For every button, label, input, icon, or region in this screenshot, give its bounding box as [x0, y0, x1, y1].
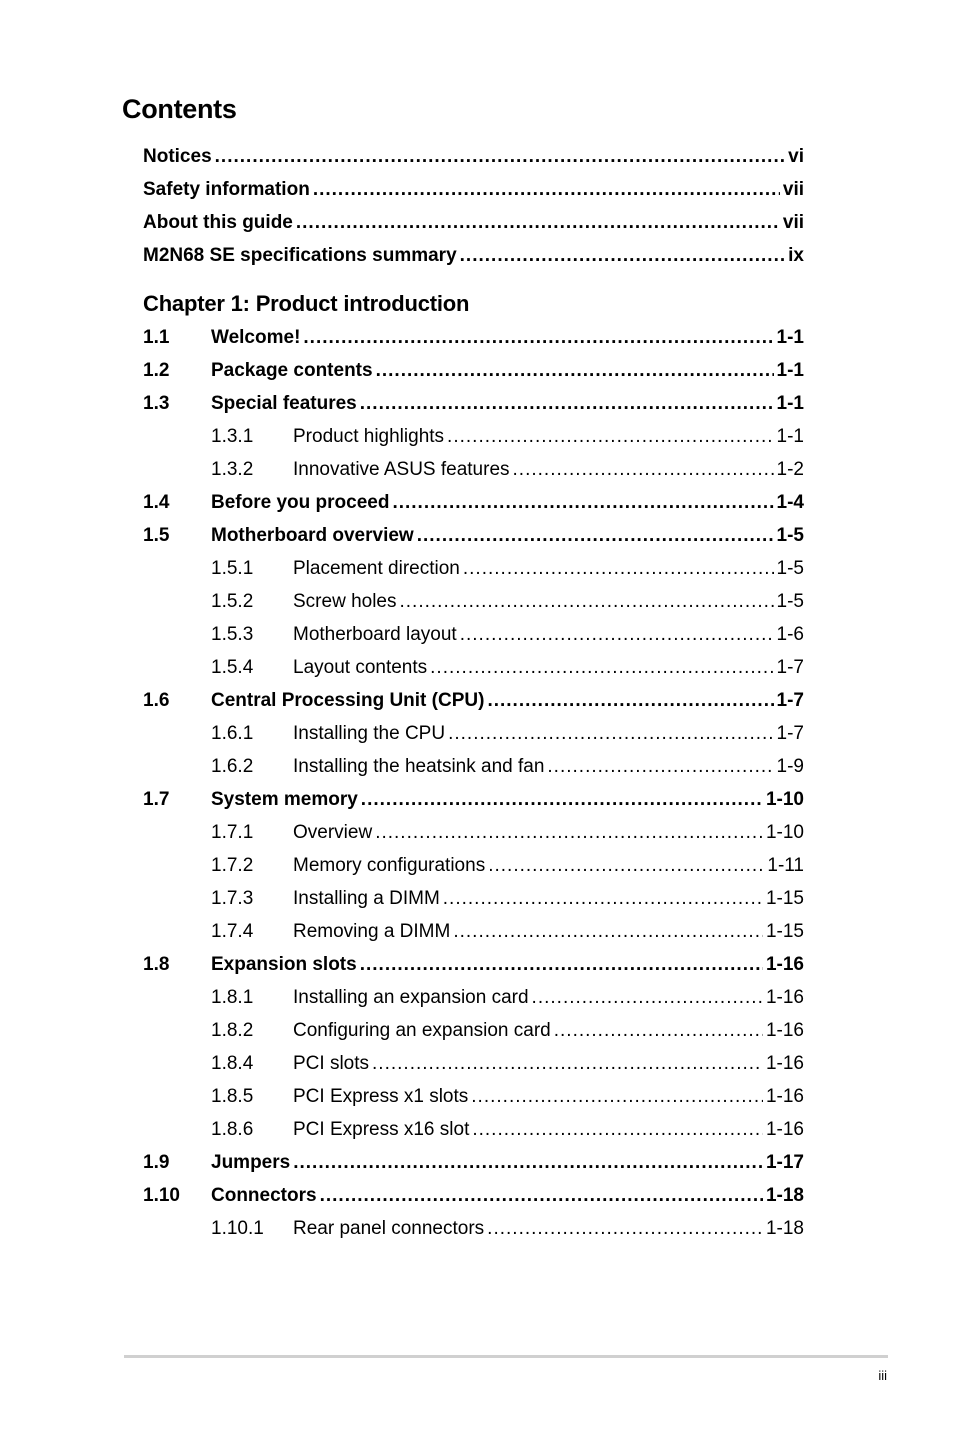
page-ref: vii: [782, 212, 804, 233]
dot-leader: [296, 206, 780, 239]
dot-leader: [532, 981, 763, 1014]
dot-leader: [293, 1146, 763, 1179]
dot-leader: [513, 453, 774, 486]
entry-title: Installing a DIMM: [293, 888, 440, 909]
section-number: 1.3: [143, 393, 170, 414]
entry-title: Overview: [293, 822, 373, 843]
toc-entry[interactable]: [143, 585, 804, 618]
entry-title: PCI Express x16 slot: [293, 1119, 470, 1140]
dot-leader: [313, 173, 780, 206]
toc-entry[interactable]: [143, 717, 804, 750]
dot-leader: [376, 354, 774, 387]
entry-title: Placement direction: [293, 558, 460, 579]
dot-leader: [303, 321, 773, 354]
page-ref: 1-18: [765, 1185, 804, 1206]
dot-leader: [361, 783, 763, 816]
toc-entry[interactable]: [143, 140, 804, 173]
entry-title: Memory configurations: [293, 855, 486, 876]
dot-leader: [487, 1212, 763, 1245]
section-number: 1.8.5: [211, 1086, 254, 1107]
front-matter-list: [143, 140, 804, 272]
dot-leader: [447, 420, 773, 453]
section-number: 1.10.1: [211, 1218, 264, 1239]
entry-title: Removing a DIMM: [293, 921, 451, 942]
toc-entry[interactable]: [143, 651, 804, 684]
section-number: 1.10: [143, 1185, 180, 1206]
dot-leader: [392, 486, 773, 519]
toc-entry[interactable]: [143, 882, 804, 915]
page-ref: 1-11: [767, 855, 804, 876]
toc-entry[interactable]: [143, 519, 804, 552]
page-ref: 1-15: [765, 888, 804, 909]
chapter-entry-list: [143, 321, 804, 1245]
section-number: 1.6: [143, 690, 170, 711]
page-ref: 1-6: [776, 624, 804, 645]
toc-entry[interactable]: [143, 420, 804, 453]
dot-leader: [460, 239, 786, 272]
dot-leader: [453, 915, 763, 948]
section-number: 1.8.6: [211, 1119, 254, 1140]
toc-entry[interactable]: [143, 1113, 804, 1146]
dot-leader: [400, 585, 774, 618]
section-number: 1.3.2: [211, 459, 254, 480]
section-number: 1.8.1: [211, 987, 254, 1008]
page-ref: 1-10: [765, 789, 804, 810]
section-number: 1.5.1: [211, 558, 254, 579]
entry-title: PCI slots: [293, 1053, 370, 1074]
page-ref: 1-4: [776, 492, 804, 513]
entry-title: Configuring an expansion card: [293, 1020, 551, 1041]
dot-leader: [320, 1179, 763, 1212]
entry-title: Connectors: [211, 1185, 317, 1206]
entry-title: Safety information: [143, 179, 310, 200]
section-number: 1.8.2: [211, 1020, 254, 1041]
entry-title: Motherboard layout: [293, 624, 457, 645]
toc-entry[interactable]: [143, 552, 804, 585]
dot-leader: [448, 717, 773, 750]
entry-title: Before you proceed: [211, 492, 390, 513]
dot-leader: [472, 1113, 763, 1146]
entry-title: Installing the CPU: [293, 723, 446, 744]
section-number: 1.5.2: [211, 591, 254, 612]
toc-entry[interactable]: [143, 321, 804, 354]
toc-entry[interactable]: [143, 684, 804, 717]
page-number: iii: [878, 1368, 887, 1383]
page-ref: 1-16: [765, 1020, 804, 1041]
dot-leader: [360, 948, 763, 981]
section-number: 1.9: [143, 1152, 170, 1173]
entry-title: M2N68 SE specifications summary: [143, 245, 457, 266]
section-number: 1.7: [143, 789, 170, 810]
section-number: 1.5: [143, 525, 170, 546]
section-number: 1.8: [143, 954, 170, 975]
toc-entry[interactable]: [143, 1179, 804, 1212]
page-ref: 1-1: [776, 327, 804, 348]
entry-title: Innovative ASUS features: [293, 459, 510, 480]
section-number: 1.7.4: [211, 921, 254, 942]
page-ref: 1-2: [776, 459, 804, 480]
page-ref: 1-18: [765, 1218, 804, 1239]
section-number: 1.5.3: [211, 624, 254, 645]
entry-title: Notices: [143, 146, 212, 167]
page-ref: 1-16: [765, 987, 804, 1008]
page-ref: 1-7: [776, 723, 804, 744]
dot-leader: [430, 651, 773, 684]
chapter-heading: Chapter 1: Product introduction: [143, 291, 470, 316]
dot-leader: [488, 849, 764, 882]
entry-title: Motherboard overview: [211, 525, 414, 546]
toc-entry[interactable]: [143, 1146, 804, 1179]
page-ref: 1-16: [765, 954, 804, 975]
dot-leader: [471, 1080, 763, 1113]
section-number: 1.7.3: [211, 888, 254, 909]
section-number: 1.7.1: [211, 822, 254, 843]
toc-entry[interactable]: [143, 1080, 804, 1113]
toc-entry[interactable]: [143, 1047, 804, 1080]
section-number: 1.4: [143, 492, 170, 513]
toc-entry[interactable]: [143, 173, 804, 206]
toc-entry[interactable]: [143, 453, 804, 486]
entry-title: Screw holes: [293, 591, 397, 612]
page-ref: 1-5: [776, 558, 804, 579]
entry-title: Jumpers: [211, 1152, 291, 1173]
entry-title: Installing an expansion card: [293, 987, 529, 1008]
section-number: 1.1: [143, 327, 170, 348]
entry-title: Welcome!: [211, 327, 301, 348]
dot-leader: [554, 1014, 763, 1047]
page-ref: 1-9: [776, 756, 804, 777]
section-number: 1.7.2: [211, 855, 254, 876]
section-number: 1.3.1: [211, 426, 254, 447]
page-ref: 1-1: [776, 360, 804, 381]
section-number: 1.5.4: [211, 657, 254, 678]
entry-title: Rear panel connectors: [293, 1218, 485, 1239]
page-ref: vii: [782, 179, 804, 200]
dot-leader: [443, 882, 763, 915]
dot-leader: [375, 816, 763, 849]
page-ref: vi: [788, 146, 804, 167]
toc-entry[interactable]: [143, 486, 804, 519]
toc-entry[interactable]: [143, 750, 804, 783]
toc-entry[interactable]: [143, 849, 804, 882]
toc-entry[interactable]: [143, 783, 804, 816]
entry-title: Special features: [211, 393, 357, 414]
page-ref: 1-16: [765, 1053, 804, 1074]
toc-entry[interactable]: [143, 1014, 804, 1047]
entry-title: Package contents: [211, 360, 373, 381]
page-ref: ix: [788, 245, 804, 266]
page-ref: 1-17: [765, 1152, 804, 1173]
toc-entry[interactable]: [143, 915, 804, 948]
dot-leader: [372, 1047, 763, 1080]
page-ref: 1-1: [776, 426, 804, 447]
section-number: 1.6.1: [211, 723, 254, 744]
entry-title: Product highlights: [293, 426, 445, 447]
dot-leader: [463, 552, 774, 585]
toc-entry[interactable]: [143, 618, 804, 651]
page-ref: 1-15: [765, 921, 804, 942]
page-ref: 1-7: [776, 690, 804, 711]
section-number: 1.8.4: [211, 1053, 254, 1074]
entry-title: Central Processing Unit (CPU): [211, 690, 485, 711]
dot-leader: [460, 618, 774, 651]
entry-title: Installing the heatsink and fan: [293, 756, 545, 777]
footer-rule: [124, 1355, 888, 1358]
toc-entry[interactable]: [143, 387, 804, 420]
page-ref: 1-7: [776, 657, 804, 678]
section-number: 1.2: [143, 360, 170, 381]
entry-title: System memory: [211, 789, 358, 810]
entry-title: PCI Express x1 slots: [293, 1086, 469, 1107]
toc-entry[interactable]: [143, 981, 804, 1014]
toc-entry[interactable]: [143, 354, 804, 387]
dot-leader: [547, 750, 773, 783]
dot-leader: [360, 387, 774, 420]
dot-leader: [487, 684, 773, 717]
toc-entry[interactable]: [143, 206, 804, 239]
dot-leader: [417, 519, 774, 552]
section-number: 1.6.2: [211, 756, 254, 777]
entry-title: Layout contents: [293, 657, 428, 678]
page-ref: 1-1: [776, 393, 804, 414]
entry-title: Expansion slots: [211, 954, 357, 975]
page-ref: 1-5: [776, 591, 804, 612]
toc-entry[interactable]: [143, 1212, 804, 1245]
toc-entry[interactable]: [143, 948, 804, 981]
entry-title: About this guide: [143, 212, 293, 233]
page-title: Contents: [122, 94, 237, 124]
toc-entry[interactable]: [143, 239, 804, 272]
page-ref: 1-16: [765, 1086, 804, 1107]
page-ref: 1-10: [765, 822, 804, 843]
dot-leader: [215, 140, 786, 173]
toc-entry[interactable]: [143, 816, 804, 849]
page-ref: 1-5: [776, 525, 804, 546]
page-ref: 1-16: [765, 1119, 804, 1140]
